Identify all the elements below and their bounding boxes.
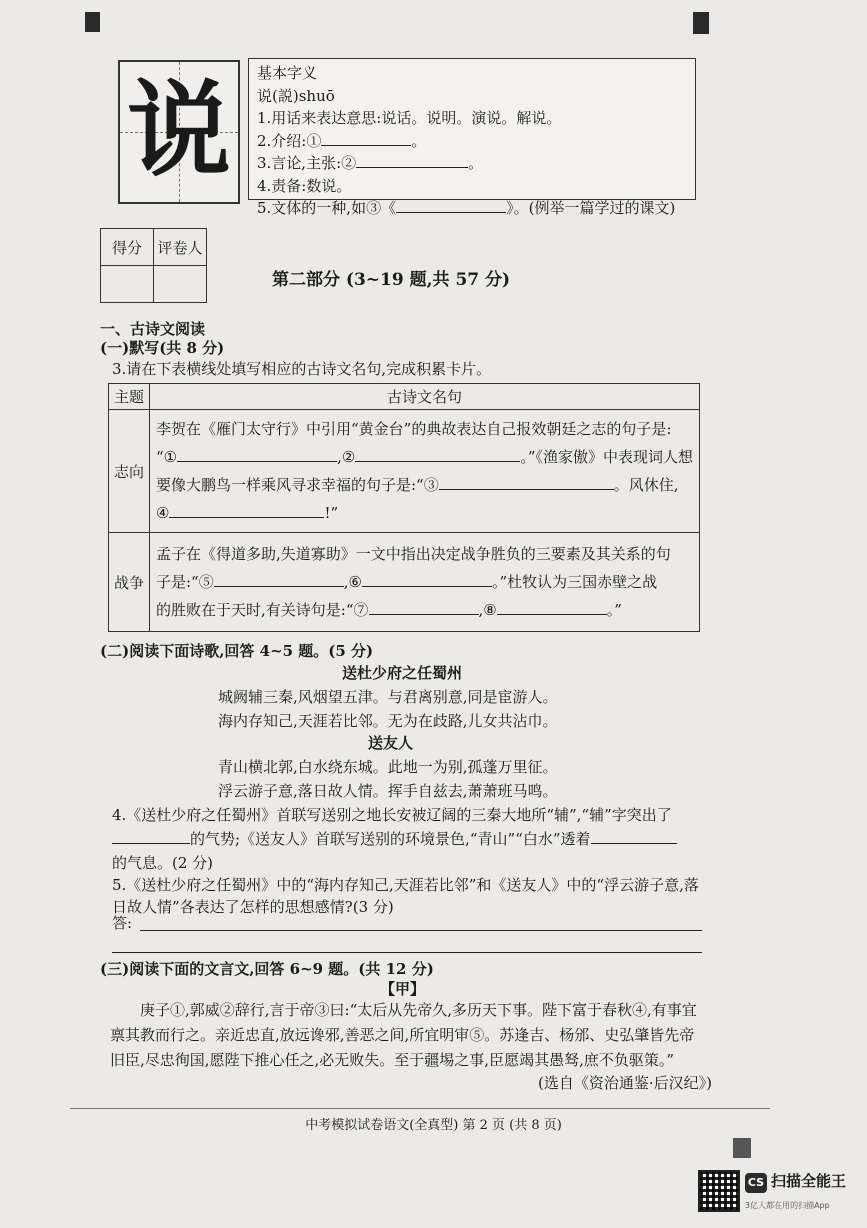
definition-item-4: 4.责备:数说。 [257, 176, 352, 195]
corner-mark-top-right [693, 12, 709, 34]
watermark-app-name: 扫描全能王 [771, 1172, 847, 1190]
definition-item-3: 3.言论,主张:② 。 [257, 154, 484, 172]
corner-mark-top-left [85, 12, 100, 32]
answer-line-1[interactable] [140, 930, 702, 931]
footer-divider [70, 1108, 770, 1109]
definition-box [248, 58, 696, 217]
topic-war: 战争 [109, 533, 150, 632]
camscanner-logo-icon: CS [745, 1173, 767, 1193]
page-footer: 中考模拟试卷语文(全真型) 第 2 页 (共 8 页) [305, 1118, 562, 1133]
subsection-title-3: (三)阅读下面的文言文,回答 6~9 题。(共 12 分) [100, 960, 434, 978]
table-header-lines: 古诗文名句 [150, 384, 700, 410]
question-4-line-3: 的气息。(2 分) [112, 854, 214, 872]
poem-card-table [108, 383, 700, 632]
poem1-title: 送杜少府之任蜀州 [342, 664, 463, 682]
topic-ambition: 志向 [109, 410, 150, 533]
watermark-tagline: 3亿人都在用的扫描App [745, 1201, 830, 1210]
qr-code-icon [698, 1170, 740, 1212]
table-row: 孟子在《得道多助,失道寡助》一文中指出决定战争胜负的三要素及其关系的句 子是:“⑤ ,⑥ 。”杜牧认为三国赤壁之战 的胜败在于天时,有关诗句是:“⑦ ,⑧ 。” [150, 533, 700, 632]
answer-label: 答: [112, 914, 133, 932]
question-4-line-2: 的气势;《送友人》首联写送别的环境景色,“青山”“白水”透着 [112, 828, 677, 849]
poem2-line-2: 浮云游子意,落日故人情。挥手自兹去,萧萧班马鸣。 [218, 782, 558, 800]
question-3: 3.请在下表横线处填写相应的古诗文名句,完成积累卡片。 [112, 360, 492, 378]
passage-label-jia: 【甲】 [380, 980, 426, 998]
table-row: 李贺在《雁门太守行》中引用“黄金台”的典故表达自己报效朝廷之志的句子是: “① ,② 。”《渔家傲》中表现词人想 要像大鹏鸟一样乘风寻求幸福的句子是:“③ 。风休住, ④ !” [150, 410, 700, 533]
definition-pinyin: 说(説)shuō [257, 86, 335, 105]
character-glyph: 说 [126, 68, 231, 191]
poem1-line-2: 海内存知己,天涯若比邻。无为在歧路,儿女共沾巾。 [218, 712, 558, 730]
grader-header: 评卷人 [154, 229, 207, 266]
score-table [100, 228, 207, 303]
question-5-line-1: 5.《送杜少府之任蜀州》中的“海内存知己,天涯若比邻”和《送友人》中的“浮云游子意,落 [112, 876, 699, 894]
question-4-line-1: 4.《送杜少府之任蜀州》首联写送别之地长安被辽阔的三秦大地所“辅”,“辅”字突出了 [112, 806, 672, 824]
poem1-line-1: 城阙辅三秦,风烟望五津。与君离别意,同是宦游人。 [218, 688, 558, 706]
passage-source: (选自《资治通鉴·后汉纪》) [538, 1074, 712, 1092]
question-5-line-2: 日故人情”各表达了怎样的思想感情?(3 分) [112, 898, 394, 916]
definition-item-1: 1.用话来表达意思:说话。说明。演说。解说。 [257, 109, 562, 127]
score-header: 得分 [101, 229, 154, 266]
section-title-1: 一、古诗文阅读 [100, 320, 206, 338]
poem2-title: 送友人 [368, 734, 414, 752]
definition-title: 基本字义 [257, 64, 318, 82]
character-box [118, 60, 240, 204]
definition-item-5: 5.文体的一种,如③《 》。(例举一篇学过的课文) [257, 199, 676, 217]
subsection-title-1: (一)默写(共 8 分) [100, 339, 225, 357]
definition-item-2: 2.介绍:① 。 [257, 131, 427, 150]
subsection-title-2: (二)阅读下面诗歌,回答 4~5 题。(5 分) [100, 642, 374, 660]
passage-text: 庚子①,郭威②辞行,言于帝③曰:“太后从先帝久,多历天下事。陛下富于春秋④,有事宜禀其教而行之。亲近忠直,放远谗邪,善恶之间,所宜明审⑤。苏逢吉、杨邠、史弘肇皆先帝旧臣,尽忠徇国,愿陛下推心任之,必无败失。至于疆埸之事,臣愿竭其愚驽,庶不负驱策。” [110, 1001, 697, 1069]
part-title: 第二部分 (3~19 题,共 57 分) [272, 270, 511, 290]
grader-cell[interactable] [154, 266, 207, 303]
answer-line-2[interactable] [112, 952, 702, 953]
table-header-topic: 主题 [109, 384, 150, 410]
score-cell[interactable] [101, 266, 154, 303]
corner-mark-bottom-right [733, 1138, 751, 1158]
poem2-line-1: 青山横北郭,白水绕东城。此地一为别,孤蓬万里征。 [218, 758, 558, 776]
